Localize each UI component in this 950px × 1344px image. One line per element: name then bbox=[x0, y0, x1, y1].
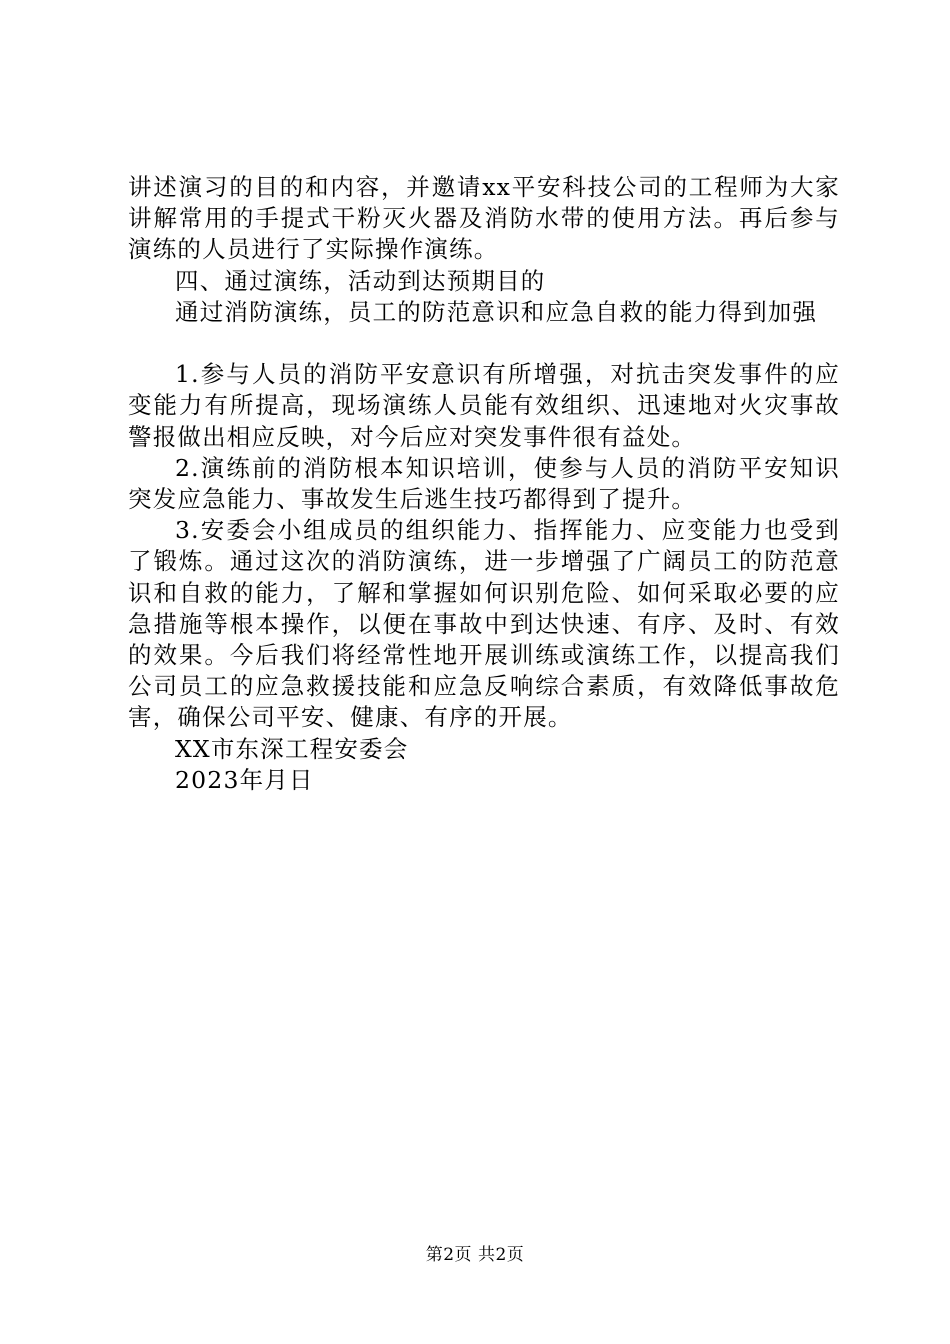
paragraph-drill-description: 讲述演习的目的和内容，并邀请xx平安科技公司的工程师为大家讲解常用的手提式干粉灭火器及消防水带的使用方法。再后参与演练的人员进行了实际操作演练。 bbox=[128, 173, 840, 264]
paragraph-spacer bbox=[128, 328, 840, 359]
signature-date: 2023年月日 bbox=[175, 765, 314, 794]
signature-organization: XX市东深工程安委会 bbox=[175, 734, 409, 763]
list-item-2: 2.演练前的消防根本知识培训，使参与人员的消防平安知识突发应急能力、事故发生后逃生技巧都得到了提升。 bbox=[128, 453, 840, 514]
section-heading-drill-results: 四、通过演练，活动到达预期目的 bbox=[175, 266, 546, 295]
page-number-footer: 第2页 共2页 bbox=[425, 1245, 525, 1265]
list-item-3: 3.安委会小组成员的组织能力、指挥能力、应变能力也受到了锻炼。通过这次的消防演练，进一步增强了广阔员工的防范意识和自救的能力，了解和掌握如何识别危险、如何采取必要的应急措施等根本操作，以便在事故中到达快速、有序、及时、有效的效果。今后我们将经常性地开展训练或演练工作，以提高我们公司员工的应急救援技能和应急反响综合素质，有效降低事故危害，确保公司平安、健康、有序的开展。 bbox=[128, 516, 840, 732]
paragraph-results-summary: 通过消防演练，员工的防范意识和应急自救的能力得到加强 bbox=[175, 297, 818, 326]
document-body bbox=[128, 172, 840, 796]
list-item-1: 1.参与人员的消防平安意识有所增强，对抗击突发事件的应变能力有所提高，现场演练人员能有效组织、迅速地对火灾事故警报做出相应反映，对今后应对突发事件很有益处。 bbox=[128, 360, 840, 451]
